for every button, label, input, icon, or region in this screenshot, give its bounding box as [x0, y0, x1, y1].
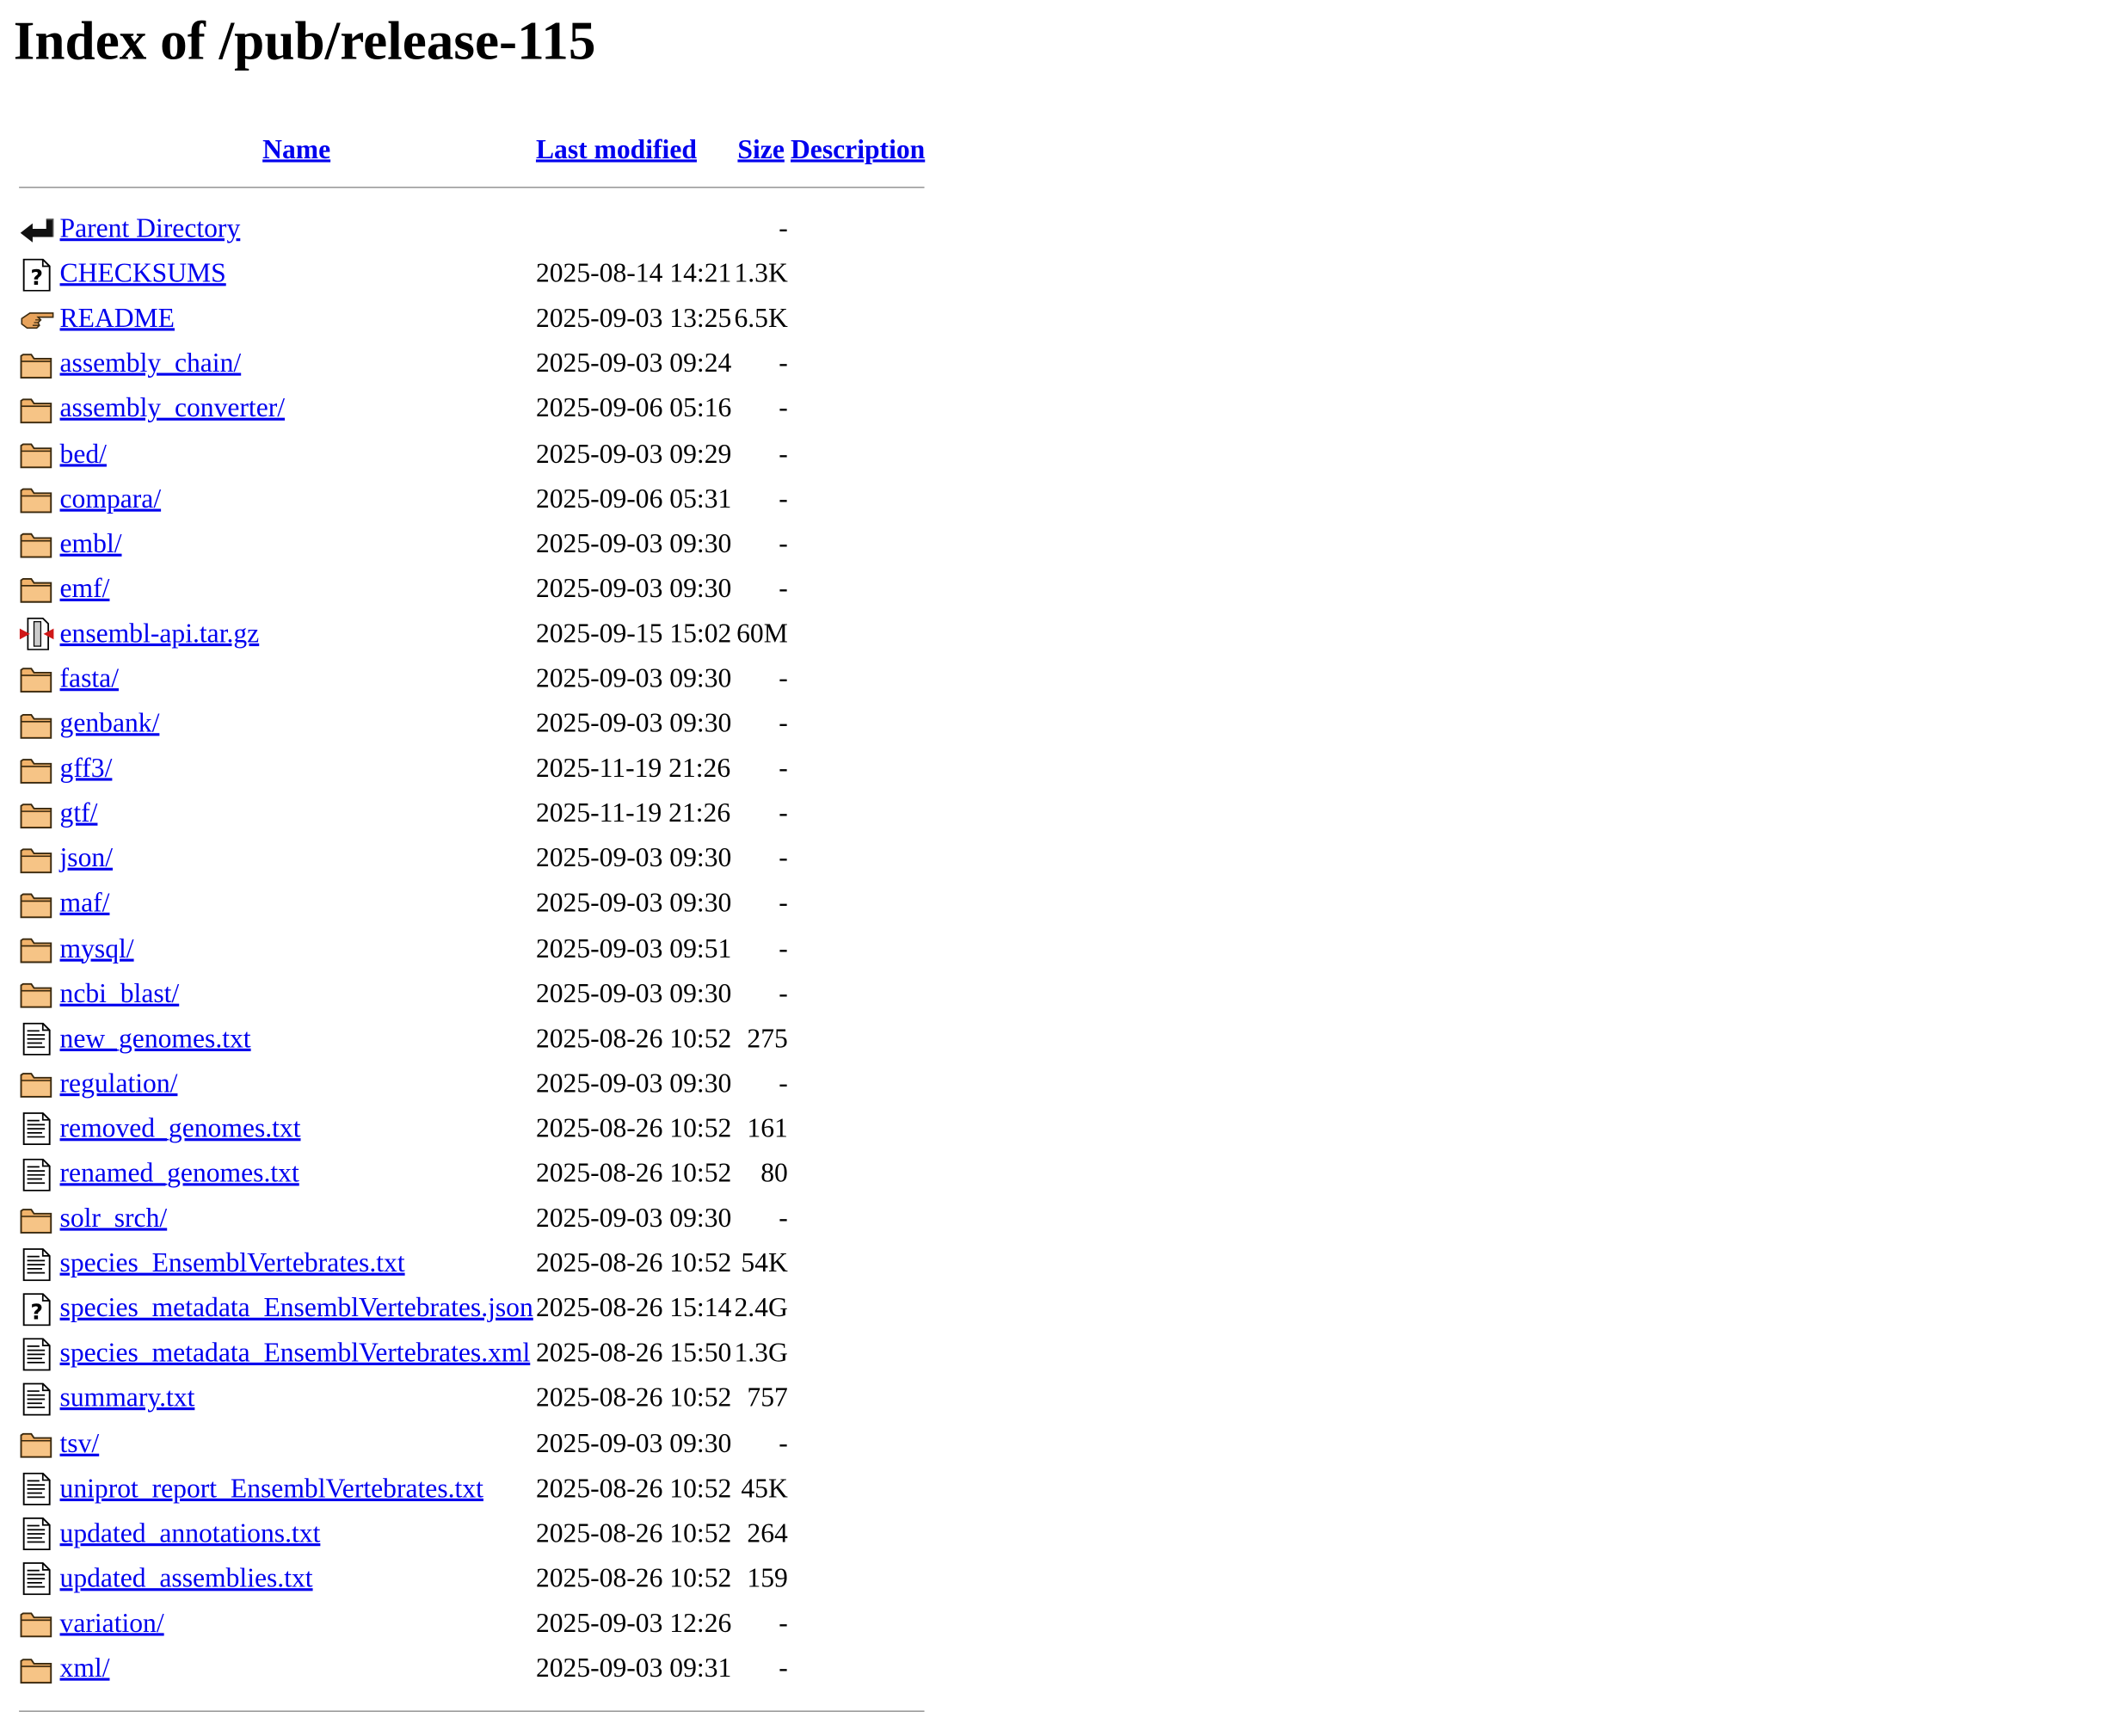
- icon-cell: [19, 1287, 57, 1332]
- file-link[interactable]: species_metadata_EnsemblVertebrates.json: [59, 1293, 533, 1324]
- table-row: [19, 1197, 925, 1241]
- last-modified-cell: 2025-08-26 15:14: [535, 1293, 732, 1324]
- last-modified-cell: 2025-09-03 09:30: [535, 1204, 732, 1234]
- text-file-icon: [19, 1517, 54, 1550]
- icon-cell: [19, 297, 57, 342]
- size-cell: -: [779, 754, 788, 784]
- sort-by-size-link[interactable]: Size: [737, 134, 785, 165]
- description-cell: [791, 387, 925, 432]
- size-cell: 757: [747, 1383, 788, 1414]
- table-row: [19, 1241, 925, 1286]
- size-cell: -: [779, 798, 788, 829]
- size-cell: 54K: [741, 1248, 788, 1279]
- size-cell: 1.3K: [734, 258, 788, 289]
- sort-by-description-link[interactable]: Description: [790, 134, 926, 165]
- name-cell: [60, 1376, 533, 1421]
- folder-icon: [19, 1428, 54, 1461]
- icon-cell: [19, 1376, 57, 1421]
- last-modified-cell: 2025-08-26 10:52: [535, 1563, 732, 1594]
- name-cell: [60, 1107, 533, 1152]
- icon-cell: [19, 1332, 57, 1376]
- table-row: [19, 702, 925, 747]
- parent-directory-link[interactable]: Parent Directory: [59, 213, 241, 244]
- name-cell: [60, 1332, 533, 1376]
- text-file-icon: [19, 1563, 54, 1596]
- file-link[interactable]: json/: [59, 843, 114, 874]
- table-row: [19, 432, 925, 477]
- name-cell: [60, 1647, 533, 1691]
- description-cell: [791, 567, 925, 612]
- last-modified-cell: 2025-11-19 21:26: [535, 754, 731, 784]
- icon-cell: [19, 747, 57, 791]
- description-cell: [791, 926, 925, 971]
- size-cell: 264: [747, 1518, 788, 1548]
- description-cell: [791, 657, 925, 702]
- icon-cell: [19, 1017, 57, 1062]
- name-cell: [60, 837, 533, 882]
- last-modified-cell: 2025-09-03 09:24: [535, 348, 732, 379]
- description-cell: [791, 1511, 925, 1556]
- file-link[interactable]: fasta/: [59, 663, 119, 694]
- description-cell: [791, 1422, 925, 1467]
- icon-cell: [19, 1107, 57, 1152]
- last-modified-cell: 2025-09-03 09:30: [535, 843, 732, 874]
- name-cell: [60, 342, 533, 387]
- size-cell: 6.5K: [734, 304, 788, 335]
- table-row: [19, 342, 925, 387]
- last-modified-cell: 2025-09-03 09:31: [535, 1653, 732, 1684]
- folder-icon: [19, 1068, 54, 1100]
- file-link[interactable]: solr_srch/: [59, 1204, 168, 1234]
- last-modified-cell: 2025-09-03 09:51: [535, 933, 732, 964]
- last-modified-cell: 2025-09-15 15:02: [535, 619, 732, 649]
- table-row: [19, 837, 925, 882]
- icon-cell: [19, 612, 57, 656]
- icon-cell: [19, 522, 57, 567]
- icon-cell: [19, 1511, 57, 1556]
- name-cell: [60, 1197, 533, 1241]
- description-cell: [791, 297, 925, 342]
- description-cell: [791, 1152, 925, 1197]
- size-cell: -: [779, 528, 788, 559]
- file-link[interactable]: emf/: [59, 574, 110, 604]
- table-row: [19, 882, 925, 926]
- hand-pointing-icon: [19, 303, 54, 336]
- description-cell: [791, 1241, 925, 1286]
- sort-by-last-modified-link[interactable]: Last modified: [535, 134, 697, 165]
- name-cell: [60, 1422, 533, 1467]
- last-modified-cell: 2025-09-03 09:29: [535, 439, 732, 469]
- name-cell: [60, 1602, 533, 1647]
- size-cell: 60M: [736, 619, 788, 649]
- table-row: [19, 1017, 925, 1062]
- table-row: [19, 1602, 925, 1647]
- description-cell: [791, 1332, 925, 1376]
- folder-icon: [19, 1653, 54, 1685]
- folder-icon: [19, 753, 54, 785]
- text-file-icon: [19, 1338, 54, 1370]
- description-cell: [791, 1062, 925, 1106]
- table-row: [19, 1152, 925, 1197]
- sort-by-name-link[interactable]: Name: [262, 134, 331, 165]
- unknown-file-icon: [19, 1293, 54, 1326]
- description-cell: [791, 1647, 925, 1691]
- description-cell: [791, 1602, 925, 1647]
- file-link[interactable]: new_genomes.txt: [59, 1023, 251, 1054]
- table-row: [19, 522, 925, 567]
- last-modified-cell: 2025-09-03 09:30: [535, 889, 732, 919]
- description-cell: [791, 1467, 925, 1511]
- folder-icon: [19, 708, 54, 741]
- table-row: [19, 1511, 925, 1556]
- folder-icon: [19, 663, 54, 696]
- last-modified-cell: 2025-09-03 09:30: [535, 528, 732, 559]
- file-link[interactable]: gtf/: [59, 798, 98, 829]
- size-cell: -: [779, 1608, 788, 1639]
- size-cell: -: [779, 574, 788, 604]
- description-cell: [791, 702, 925, 747]
- table-row: [19, 1107, 925, 1152]
- folder-icon: [19, 348, 54, 381]
- name-cell: [60, 1062, 533, 1106]
- table-row: [19, 1287, 925, 1332]
- last-modified-cell: 2025-08-26 10:52: [535, 1383, 732, 1414]
- name-cell: [60, 567, 533, 612]
- size-cell: -: [779, 1653, 788, 1684]
- size-cell: 275: [747, 1023, 788, 1054]
- description-cell: [791, 1197, 925, 1241]
- description-cell: [791, 342, 925, 387]
- size-cell: -: [779, 978, 788, 1009]
- icon-cell: [19, 387, 57, 432]
- text-file-icon: [19, 1383, 54, 1416]
- table-row: [19, 252, 925, 297]
- size-cell: -: [779, 708, 788, 739]
- bottom-rule-row: [19, 1691, 925, 1729]
- file-link[interactable]: variation/: [59, 1608, 164, 1639]
- file-link[interactable]: xml/: [59, 1653, 110, 1684]
- icon-cell: [19, 1647, 57, 1691]
- description-cell: [791, 747, 925, 791]
- icon-cell: [19, 882, 57, 926]
- folder-icon: [19, 1203, 54, 1235]
- table-row: [19, 657, 925, 702]
- icon-cell: [19, 252, 57, 297]
- folder-icon: [19, 933, 54, 966]
- name-cell: [60, 882, 533, 926]
- icon-cell: [19, 207, 57, 252]
- file-link[interactable]: maf/: [59, 889, 110, 919]
- last-modified-cell: 2025-09-03 09:30: [535, 978, 732, 1009]
- folder-icon: [19, 483, 54, 516]
- file-link[interactable]: assembly_converter/: [59, 393, 286, 424]
- table-row: [19, 567, 925, 612]
- name-cell: [60, 1557, 533, 1602]
- icon-cell: [19, 1241, 57, 1286]
- folder-icon: [19, 393, 54, 426]
- file-link[interactable]: compara/: [59, 483, 162, 514]
- icon-cell: [19, 702, 57, 747]
- name-cell: [60, 387, 533, 432]
- size-header: [734, 120, 787, 167]
- table-row: [19, 1467, 925, 1511]
- name-cell: [60, 1017, 533, 1062]
- size-cell: -: [779, 843, 788, 874]
- description-cell: [791, 207, 925, 252]
- description-cell: [791, 477, 925, 521]
- text-file-icon: [19, 1473, 54, 1505]
- table-row: [19, 1376, 925, 1421]
- name-cell: [60, 657, 533, 702]
- header-row: [19, 120, 925, 167]
- name-cell: [60, 252, 533, 297]
- name-cell: [60, 477, 533, 521]
- folder-icon: [19, 978, 54, 1011]
- compressed-file-icon: [19, 619, 54, 651]
- table-row: [19, 297, 925, 342]
- description-cell: [791, 882, 925, 926]
- file-link[interactable]: species_metadata_EnsemblVertebrates.xml: [59, 1339, 531, 1369]
- directory-listing: [16, 120, 927, 1730]
- name-cell: [60, 1287, 533, 1332]
- size-cell: -: [779, 1428, 788, 1459]
- file-link[interactable]: bed/: [59, 439, 107, 469]
- file-link[interactable]: summary.txt: [59, 1383, 195, 1414]
- top-divider: [19, 186, 925, 188]
- table-row: [19, 477, 925, 521]
- description-cell: [791, 972, 925, 1017]
- size-cell: 1.3G: [734, 1339, 788, 1369]
- icon-cell: [19, 1557, 57, 1602]
- file-link[interactable]: ncbi_blast/: [59, 978, 180, 1009]
- file-link[interactable]: updated_annotations.txt: [59, 1518, 321, 1548]
- name-cell: [60, 972, 533, 1017]
- description-cell: [791, 1376, 925, 1421]
- name-cell: [60, 297, 533, 342]
- last-modified-cell: 2025-08-26 10:52: [535, 1473, 732, 1504]
- file-link[interactable]: embl/: [59, 528, 122, 559]
- last-modified-cell: 2025-08-26 15:50: [535, 1339, 732, 1369]
- size-cell: 45K: [741, 1473, 788, 1504]
- size-cell: 80: [760, 1158, 788, 1189]
- file-link[interactable]: ensembl-api.tar.gz: [59, 619, 260, 649]
- last-modified-header: [536, 120, 731, 167]
- icon-cell: [19, 1467, 57, 1511]
- name-cell: [60, 432, 533, 477]
- icon-cell: [19, 567, 57, 612]
- last-modified-cell: 2025-09-06 05:31: [535, 483, 732, 514]
- back-icon: [19, 213, 54, 246]
- folder-icon: [19, 798, 54, 831]
- table-row: [19, 972, 925, 1017]
- description-cell: [791, 522, 925, 567]
- top-rule-row: [19, 166, 925, 206]
- name-cell: [60, 747, 533, 791]
- size-cell: -: [779, 348, 788, 379]
- last-modified-cell: 2025-09-03 09:30: [535, 708, 732, 739]
- file-link[interactable]: README: [59, 304, 175, 335]
- icon-cell: [19, 1602, 57, 1647]
- file-link[interactable]: gff3/: [59, 754, 113, 784]
- page: [0, 9, 2118, 1730]
- bottom-divider: [19, 1710, 925, 1712]
- size-cell: -: [779, 439, 788, 469]
- icon-cell: [19, 1062, 57, 1106]
- unknown-file-icon: [19, 258, 54, 291]
- description-cell: [791, 252, 925, 297]
- name-cell: [60, 207, 533, 252]
- name-cell: [60, 1467, 533, 1511]
- icon-cell: [19, 926, 57, 971]
- size-cell: 2.4G: [734, 1293, 788, 1324]
- table-row: [19, 207, 925, 252]
- description-cell: [791, 837, 925, 882]
- description-header: [791, 120, 925, 167]
- size-cell: -: [779, 933, 788, 964]
- name-cell: [60, 702, 533, 747]
- last-modified-cell: 2025-08-14 14:21: [535, 258, 732, 289]
- last-modified-cell: 2025-11-19 21:26: [535, 798, 731, 829]
- last-modified-cell: 2025-09-03 12:26: [535, 1608, 732, 1639]
- description-cell: [791, 792, 925, 837]
- icon-cell: [19, 432, 57, 477]
- name-cell: [60, 1241, 533, 1286]
- icon-cell: [19, 1197, 57, 1241]
- table-row: [19, 792, 925, 837]
- size-cell: -: [779, 663, 788, 694]
- listing-body: [19, 207, 925, 1692]
- size-cell: 161: [747, 1113, 788, 1144]
- icon-cell: [19, 477, 57, 521]
- folder-icon: [19, 573, 54, 606]
- icon-cell: [19, 1422, 57, 1467]
- description-cell: [791, 1287, 925, 1332]
- table-row: [19, 747, 925, 791]
- svg-text:?: ?: [30, 264, 43, 290]
- name-cell: [60, 522, 533, 567]
- last-modified-cell: 2025-09-03 09:30: [535, 663, 732, 694]
- last-modified-cell: 2025-09-03 13:25: [535, 304, 732, 335]
- folder-icon: [19, 843, 54, 876]
- description-cell: [791, 1107, 925, 1152]
- icon-cell: [19, 792, 57, 837]
- last-modified-cell: [536, 207, 731, 252]
- file-link[interactable]: renamed_genomes.txt: [59, 1158, 299, 1189]
- size-cell: -: [779, 393, 788, 424]
- name-cell: [60, 926, 533, 971]
- name-cell: [60, 1152, 533, 1197]
- size-cell: -: [779, 1204, 788, 1234]
- icon-cell: [19, 972, 57, 1017]
- last-modified-cell: 2025-09-03 09:30: [535, 1068, 732, 1099]
- folder-icon: [19, 888, 54, 920]
- table-row: [19, 612, 925, 656]
- file-link[interactable]: species_EnsemblVertebrates.txt: [59, 1248, 405, 1279]
- table-row: [19, 1647, 925, 1691]
- folder-icon: [19, 1608, 54, 1641]
- folder-icon: [19, 438, 54, 471]
- name-cell: [60, 792, 533, 837]
- description-cell: [791, 432, 925, 477]
- size-cell: -: [779, 483, 788, 514]
- table-row: [19, 926, 925, 971]
- last-modified-cell: 2025-08-26 10:52: [535, 1023, 732, 1054]
- description-cell: [791, 612, 925, 656]
- table-row: [19, 1422, 925, 1467]
- text-file-icon: [19, 1023, 54, 1056]
- last-modified-cell: 2025-09-06 05:16: [535, 393, 732, 424]
- file-link[interactable]: genbank/: [59, 708, 160, 739]
- file-link[interactable]: tsv/: [59, 1428, 100, 1459]
- description-cell: [791, 1557, 925, 1602]
- icon-header: [19, 120, 57, 167]
- page-title: Index of /pub/release-115: [13, 9, 596, 71]
- table-row: [19, 1332, 925, 1376]
- folder-icon: [19, 528, 54, 561]
- file-link[interactable]: updated_assemblies.txt: [59, 1563, 313, 1594]
- last-modified-cell: 2025-08-26 10:52: [535, 1518, 732, 1548]
- file-link[interactable]: CHECKSUMS: [59, 258, 226, 289]
- icon-cell: [19, 837, 57, 882]
- last-modified-cell: 2025-08-26 10:52: [535, 1248, 732, 1279]
- size-cell: -: [779, 889, 788, 919]
- last-modified-cell: 2025-08-26 10:52: [535, 1158, 732, 1189]
- file-link[interactable]: removed_genomes.txt: [59, 1113, 301, 1144]
- text-file-icon: [19, 1248, 54, 1281]
- icon-cell: [19, 657, 57, 702]
- size-cell: 159: [747, 1563, 788, 1594]
- file-link[interactable]: mysql/: [59, 933, 134, 964]
- svg-text:?: ?: [30, 1298, 43, 1324]
- file-link[interactable]: assembly_chain/: [59, 348, 242, 379]
- name-cell: [60, 612, 533, 656]
- text-file-icon: [19, 1113, 54, 1146]
- table-row: [19, 387, 925, 432]
- name-cell: [60, 1511, 533, 1556]
- name-header: [60, 120, 533, 167]
- file-link[interactable]: uniprot_report_EnsemblVertebrates.txt: [59, 1473, 483, 1504]
- text-file-icon: [19, 1158, 54, 1191]
- icon-cell: [19, 342, 57, 387]
- size-cell: -: [779, 213, 788, 244]
- table-row: [19, 1557, 925, 1602]
- last-modified-cell: 2025-09-03 09:30: [535, 1428, 732, 1459]
- description-cell: [791, 1017, 925, 1062]
- file-link[interactable]: regulation/: [59, 1068, 178, 1099]
- icon-cell: [19, 1152, 57, 1197]
- last-modified-cell: 2025-08-26 10:52: [535, 1113, 732, 1144]
- last-modified-cell: 2025-09-03 09:30: [535, 574, 732, 604]
- size-cell: -: [779, 1068, 788, 1099]
- table-row: [19, 1062, 925, 1106]
